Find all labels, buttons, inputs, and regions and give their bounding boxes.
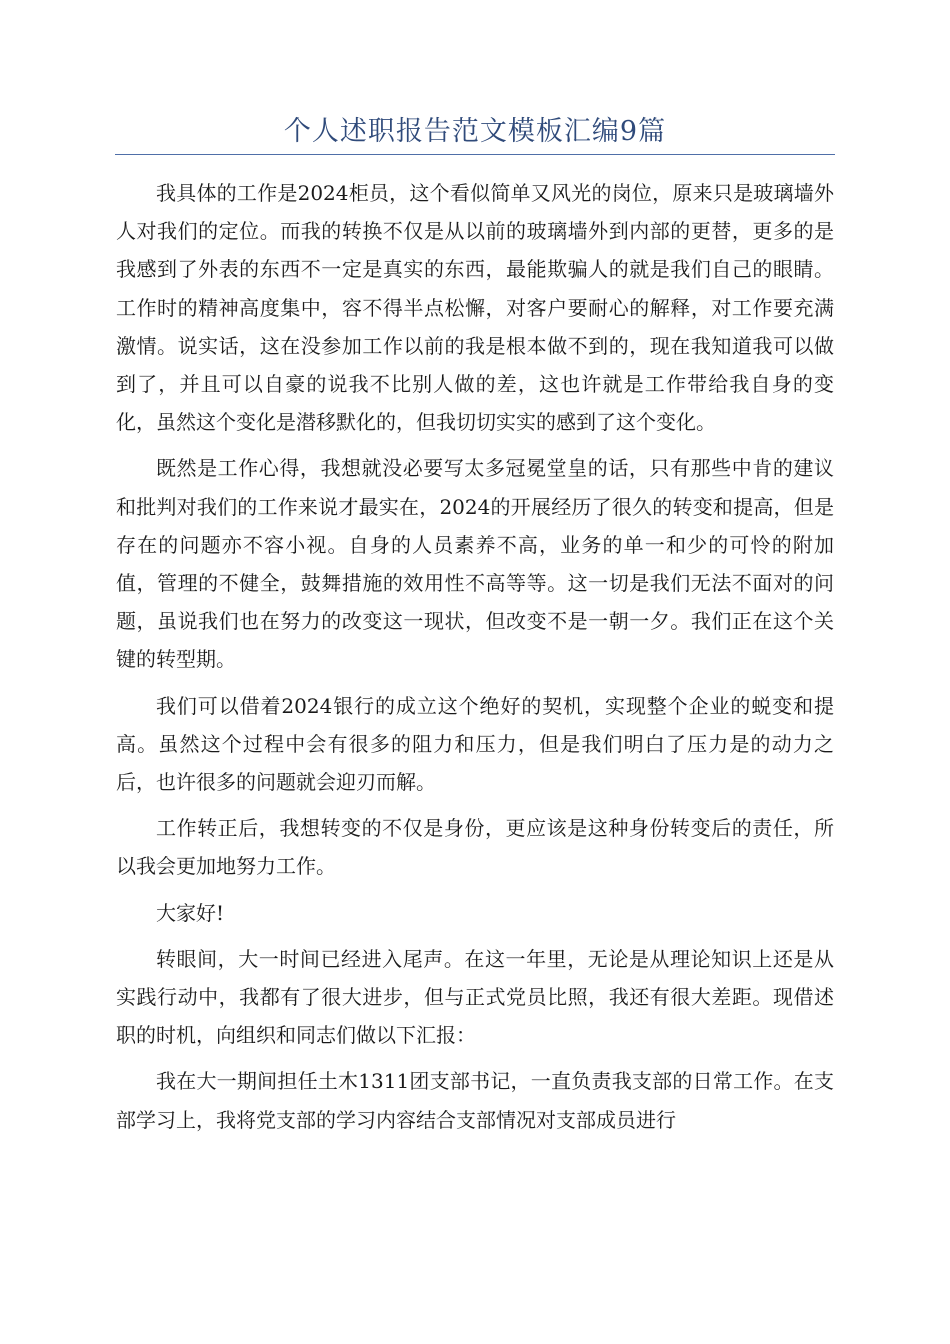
title-underline (115, 154, 835, 155)
document-title: 个人述职报告范文模板汇编9篇 (283, 116, 667, 147)
document-body (116, 174, 834, 1147)
paragraph-2: 既然是工作心得，我想就没必要写太多冠冕堂皇的话，只有那些中肯的建议和批判对我们的工作来说才最实在，2024的开展经历了很久的转变和提高，但是存在的问题亦不容小视。自身的人员素养不高，业务的单一和少的可怜的附加值，管理的不健全，鼓舞措施的效用性不高等等。这一切是我们无法不面对的问题，虽说我们也在努力的改变这一现状，但改变不是一朝一夕。我们正在这个关键的转型期。 (116, 456, 834, 672)
paragraph-3: 我们可以借着2024银行的成立这个绝好的契机，实现整个企业的蜕变和提高。虽然这个过程中会有很多的阻力和压力，但是我们明白了压力是的动力之后，也许很多的问题就会迎刃而解。 (116, 693, 834, 795)
paragraph-5: 大家好! (156, 900, 225, 925)
paragraph-7: 我在大一期间担任土木1311团支部书记，一直负责我支部的日常工作。在支部学习上，我将党支部的学习内容结合支部情况对支部成员进行 (116, 1069, 834, 1132)
paragraph-4: 工作转正后，我想转变的不仅是身份，更应该是这种身份转变后的责任，所以我会更加地努力工作。 (116, 816, 834, 879)
paragraph-1: 我具体的工作是2024柜员，这个看似简单又风光的岗位，原来只是玻璃墙外人对我们的定位。而我的转换不仅是从以前的玻璃墙外到内部的更替，更多的是我感到了外表的东西不一定是真实的东西，最能欺骗人的就是我们自己的眼睛。工作时的精神高度集中，容不得半点松懈，对客户要耐心的解释，对工作要充满激情。说实话，这在没参加工作以前的我是根本做不到的，现在我知道我可以做到了，并且可以自豪的说我不比别人做的差，这也许就是工作带给我自身的变化，虽然这个变化是潜移默化的，但我切切实实的感到了这个变化。 (116, 181, 834, 435)
paragraph-6: 转眼间，大一时间已经进入尾声。在这一年里，无论是从理论知识上还是从实践行动中，我都有了很大进步，但与正式党员比照，我还有很大差距。现借述职的时机，向组织和同志们做以下汇报： (116, 946, 834, 1048)
